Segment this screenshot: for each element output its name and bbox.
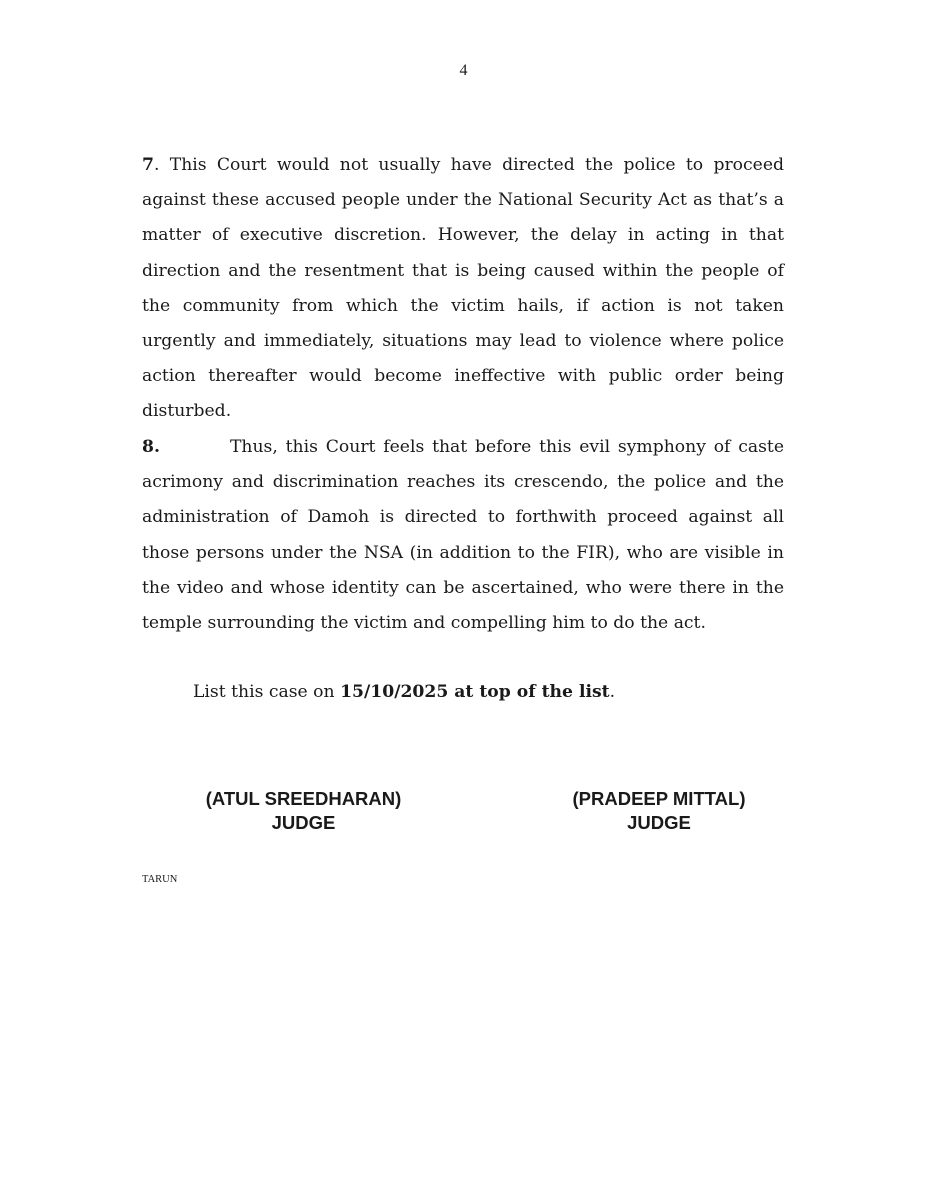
typist-initials: TARUN	[142, 874, 178, 885]
paragraph-8	[142, 430, 784, 641]
page-number: 4	[459, 62, 468, 79]
listing-suffix: .	[609, 682, 616, 702]
judge-title: JUDGE	[627, 812, 691, 833]
paragraph-7-number: 7	[142, 155, 154, 175]
judge-name: (PRADEEP MITTAL)	[572, 788, 746, 809]
listing-direction	[193, 675, 615, 710]
paragraph-7-text: . This Court would not usually have directed the police to proceed against these accused people under the National Security Act as that’s a matter of executive discretion. However, the delay in acting in that direction and the resentment that is being caused within the people of the community from which the victim hails, if action is not taken urgently and immediately, situations may lead to violence where police action thereafter would become ineffective with public order being disturbed.	[142, 155, 784, 422]
judge-signature-left	[188, 787, 419, 835]
paragraph-8-text: Thus, this Court feels that before this evil symphony of caste acrimony and discrimination reaches its crescendo, the police and the administration of Damoh is directed to forthwith proceed against all those persons under the NSA (in addition to the FIR), who are visible in the video and whose identity can be ascertained, who were there in the temple surrounding the victim and compelling him to do the act.	[142, 437, 784, 634]
listing-date: 15/10/2025 at top of the list	[340, 682, 610, 702]
judge-title: JUDGE	[271, 812, 336, 833]
listing-prefix: List this case on	[193, 682, 341, 702]
judge-signature-right	[555, 787, 763, 835]
paragraph-7	[142, 148, 784, 430]
paragraph-8-number: 8.	[142, 437, 160, 457]
judge-name: (ATUL SREEDHARAN)	[205, 788, 402, 809]
